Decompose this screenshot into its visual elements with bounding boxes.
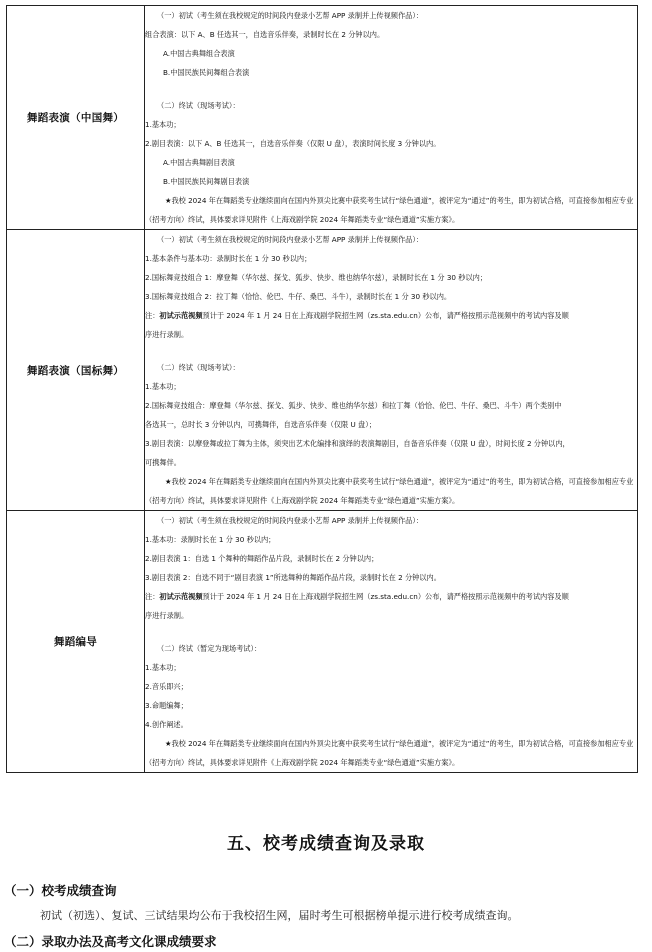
content-cell (145, 230, 638, 511)
category-cell: 舞蹈表演（国标舞） (7, 230, 145, 511)
table-row (7, 230, 638, 511)
spacer (145, 625, 637, 639)
prelim-line: 2.国标舞竞技组合 1：摩登舞（华尔兹、探戈、狐步、快步、维也纳华尔兹），录制时长在 1 分 30 秒以内； (145, 273, 488, 282)
table-row (7, 6, 638, 230)
prelim-title: （一）初试（考生须在我校规定的时间段内登录小艺帮 APP 录制并上传视频作品）： (157, 516, 424, 525)
prelim-line: 2.剧目表演 1：自选 1 个舞种的舞蹈作品片段，录制时长在 2 分钟以内； (145, 554, 379, 563)
final-line: 2.音乐即兴； (145, 682, 188, 691)
note-bold: 初试示范视频 (159, 592, 203, 601)
green-channel-note: ★我校 2024 年在舞蹈类专业继续面向在国内外顶尖比赛中获奖考生试行“绿色通道”，被评定为“通过”的考生，即为初试合格，可直接参加相应专业（招考方向）终试，具体要求详见附件《上海戏剧学院 2024 年舞蹈类专业“绿色通道”实施方案》。 (145, 196, 634, 224)
final-option: A.中国古典舞剧目表演 (163, 158, 235, 167)
subsection-title: （一）校考成绩查询 (4, 883, 117, 898)
section-title: 五、校考成绩查询及录取 (227, 834, 425, 854)
prelim-line: 3.国标舞竞技组合 2：拉丁舞（恰恰、伦巴、牛仔、桑巴、斗牛），录制时长在 1 分 30 秒以内。 (145, 292, 452, 301)
prelim-line: 1.基本条件与基本功：录制时长在 1 分 30 秒以内； (145, 254, 312, 263)
note-prefix: 注： (145, 311, 160, 320)
note-prefix: 注： (145, 592, 160, 601)
final-line: 3.剧目表演：以摩登舞或拉丁舞为主体，须突出艺术化编排和演绎的表演舞剧目，自备音乐伴奏（仅限 U 盘），时间长度 2 分钟以内， (145, 439, 570, 448)
final-line: 1.基本功； (145, 120, 181, 129)
final-line: 可携舞伴。 (145, 458, 181, 467)
category-cell: 舞蹈编导 (7, 511, 145, 773)
prelim-line: 组合表演：以下 A、B 任选其一，自选音乐伴奏，录制时长在 2 分钟以内。 (145, 30, 385, 39)
prelim-title: （一）初试（考生须在我校规定的时间段内登录小艺帮 APP 录制并上传视频作品）： (157, 235, 424, 244)
spacer (145, 344, 637, 358)
final-line: 4.创作阐述。 (145, 720, 188, 729)
demo-video-note-cont: 序进行录制。 (145, 330, 189, 339)
prelim-line: 1.基本功：录制时长在 1 分 30 秒以内； (145, 535, 276, 544)
final-line: 各选其一，总时长 3 分钟以内，可携舞伴，自选音乐伴奏（仅限 U 盘）； (145, 420, 377, 429)
demo-video-note (145, 306, 637, 325)
final-title: （二）终试（现场考试）： (157, 363, 240, 372)
green-channel-note: ★我校 2024 年在舞蹈类专业继续面向在国内外顶尖比赛中获奖考生试行“绿色通道”，被评定为“通过”的考生，即为初试合格，可直接参加相应专业（招考方向）终试，具体要求详见附件《上海戏剧学院 2024 年舞蹈类专业“绿色通道”实施方案》。 (145, 477, 634, 505)
note-bold: 初试示范视频 (159, 311, 203, 320)
demo-video-note (145, 587, 637, 606)
prelim-line: 3.剧目表演 2：自选不同于“剧目表演 1”所选舞种的舞蹈作品片段，录制时长在 2 分钟以内。 (145, 573, 441, 582)
prelim-option: B.中国民族民间舞组合表演 (163, 68, 250, 77)
content-cell (145, 6, 638, 230)
subsection-title: （二）录取办法及高考文化课成绩要求 (4, 934, 217, 949)
table-row (7, 511, 638, 773)
spacer (145, 82, 637, 96)
category-cell: 舞蹈表演（中国舞） (7, 6, 145, 230)
final-title: （二）终试（现场考试）： (157, 101, 240, 110)
note-text: 预计于 2024 年 1 月 24 日在上海戏剧学院招生网（zs.sta.edu.cn）公布，请严格按照示范视频中的考试内容及顺 (202, 592, 569, 601)
final-line: 1.基本功； (145, 382, 181, 391)
final-option: B.中国民族民间舞剧目表演 (163, 177, 250, 186)
subsection-paragraph: 初试（初选）、复试、三试结果均公布于我校招生网，届时考生可根据榜单提示进行校考成绩查询。 (40, 909, 519, 922)
exam-requirements-table (6, 5, 638, 773)
final-line: 2.剧目表演：以下 A、B 任选其一，自选音乐伴奏（仅限 U 盘），表演时间长度 3 分钟以内。 (145, 139, 441, 148)
prelim-title: （一）初试（考生须在我校规定的时间段内登录小艺帮 APP 录制并上传视频作品）： (157, 11, 424, 20)
content-cell (145, 511, 638, 773)
demo-video-note-cont: 序进行录制。 (145, 611, 189, 620)
note-text: 预计于 2024 年 1 月 24 日在上海戏剧学院招生网（zs.sta.edu.cn）公布，请严格按照示范视频中的考试内容及顺 (202, 311, 569, 320)
final-line: 1.基本功； (145, 663, 181, 672)
final-line: 3.命题编舞； (145, 701, 188, 710)
green-channel-note: ★我校 2024 年在舞蹈类专业继续面向在国内外顶尖比赛中获奖考生试行“绿色通道”，被评定为“通过”的考生，即为初试合格，可直接参加相应专业（招考方向）终试，具体要求详见附件《上海戏剧学院 2024 年舞蹈类专业“绿色通道”实施方案》。 (145, 739, 634, 767)
final-title: （二）终试（暂定为现场考试）： (157, 644, 262, 653)
prelim-option: A.中国古典舞组合表演 (163, 49, 235, 58)
final-line: 2.国标舞竞技组合：摩登舞（华尔兹、探戈、狐步、快步、维也纳华尔兹）和拉丁舞（恰恰、伦巴、牛仔、桑巴、斗牛）两个类别中 (145, 401, 562, 410)
